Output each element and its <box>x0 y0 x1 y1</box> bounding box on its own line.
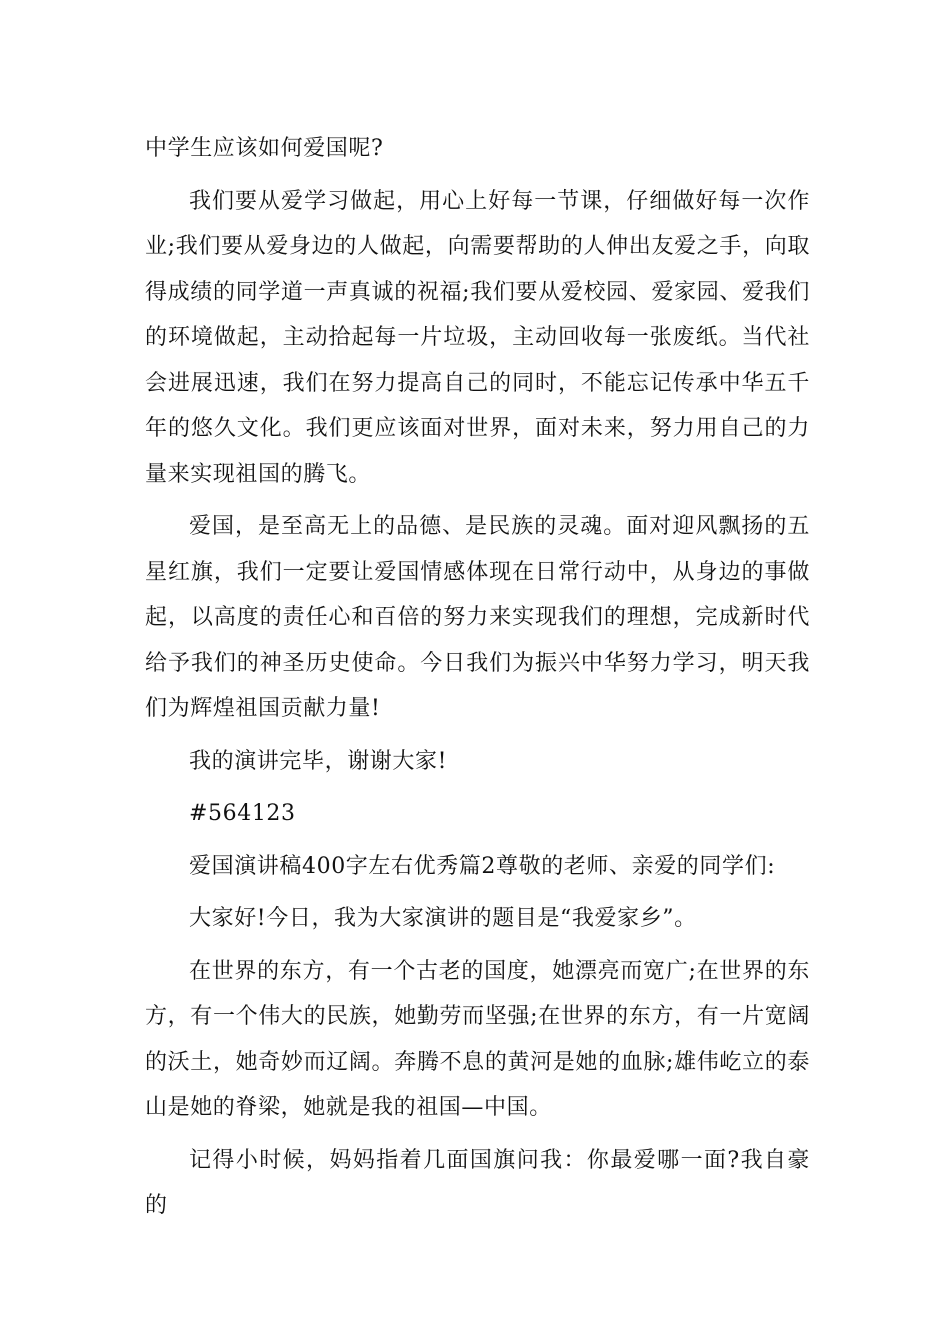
section-heading: 爱国演讲稿400字左右优秀篇2尊敬的老师、亲爱的同学们: <box>189 853 776 879</box>
paragraph-motherland: 在世界的东方，有一个古老的国度，她漂亮而宽广;在世界的东方，有一个伟大的民族，她勤劳而坚强;在世界的东方，有一片宽阔的沃土，她奇妙而辽阔。奔腾不息的黄河是她的血脉;雄伟屹立的泰山是她的脊梁，她就是我的祖国—中国。 <box>145 958 810 1120</box>
document-body <box>145 126 810 1229</box>
paragraph-patriotism-virtue: 爱国，是至高无上的品德、是民族的灵魂。面对迎风飘扬的五星红旗，我们一定要让爱国情感体现在日常行动中，从身边的事做起，以高度的责任心和百倍的努力来实现我们的理想，完成新时代给予我们的神圣历史使命。今日我们为振兴中华努力学习，明天我们为辉煌祖国贡献力量! <box>145 514 810 721</box>
paragraph-study-actions: 我们要从爱学习做起，用心上好每一节课，仔细做好每一次作业;我们要从爱身边的人做起，向需要帮助的人伸出友爱之手，向取得成绩的同学道一声真诚的祝福;我们要从爱校园、爱家园、爱我们的环境做起，主动拾起每一片垃圾，主动回收每一张废纸。当代社会进展迅速，我们在努力提高自己的同时，不能忘记传承中华五千年的悠久文化。我们更应该面对世界，面对未来，努力用自己的力量来实现祖国的腾飞。 <box>145 188 810 487</box>
paragraph-childhood-memory: 记得小时候，妈妈指着几面国旗问我：你最爱哪一面?我自豪的 <box>145 1147 810 1218</box>
paragraph-greeting: 大家好!今日，我为大家演讲的题目是“我爱家乡”。 <box>189 906 697 931</box>
paragraph-closing: 我的演讲完毕，谢谢大家! <box>189 748 448 774</box>
paragraph-question: 中学生应该如何爱国呢? <box>145 136 384 161</box>
document-id: #564123 <box>189 801 296 826</box>
